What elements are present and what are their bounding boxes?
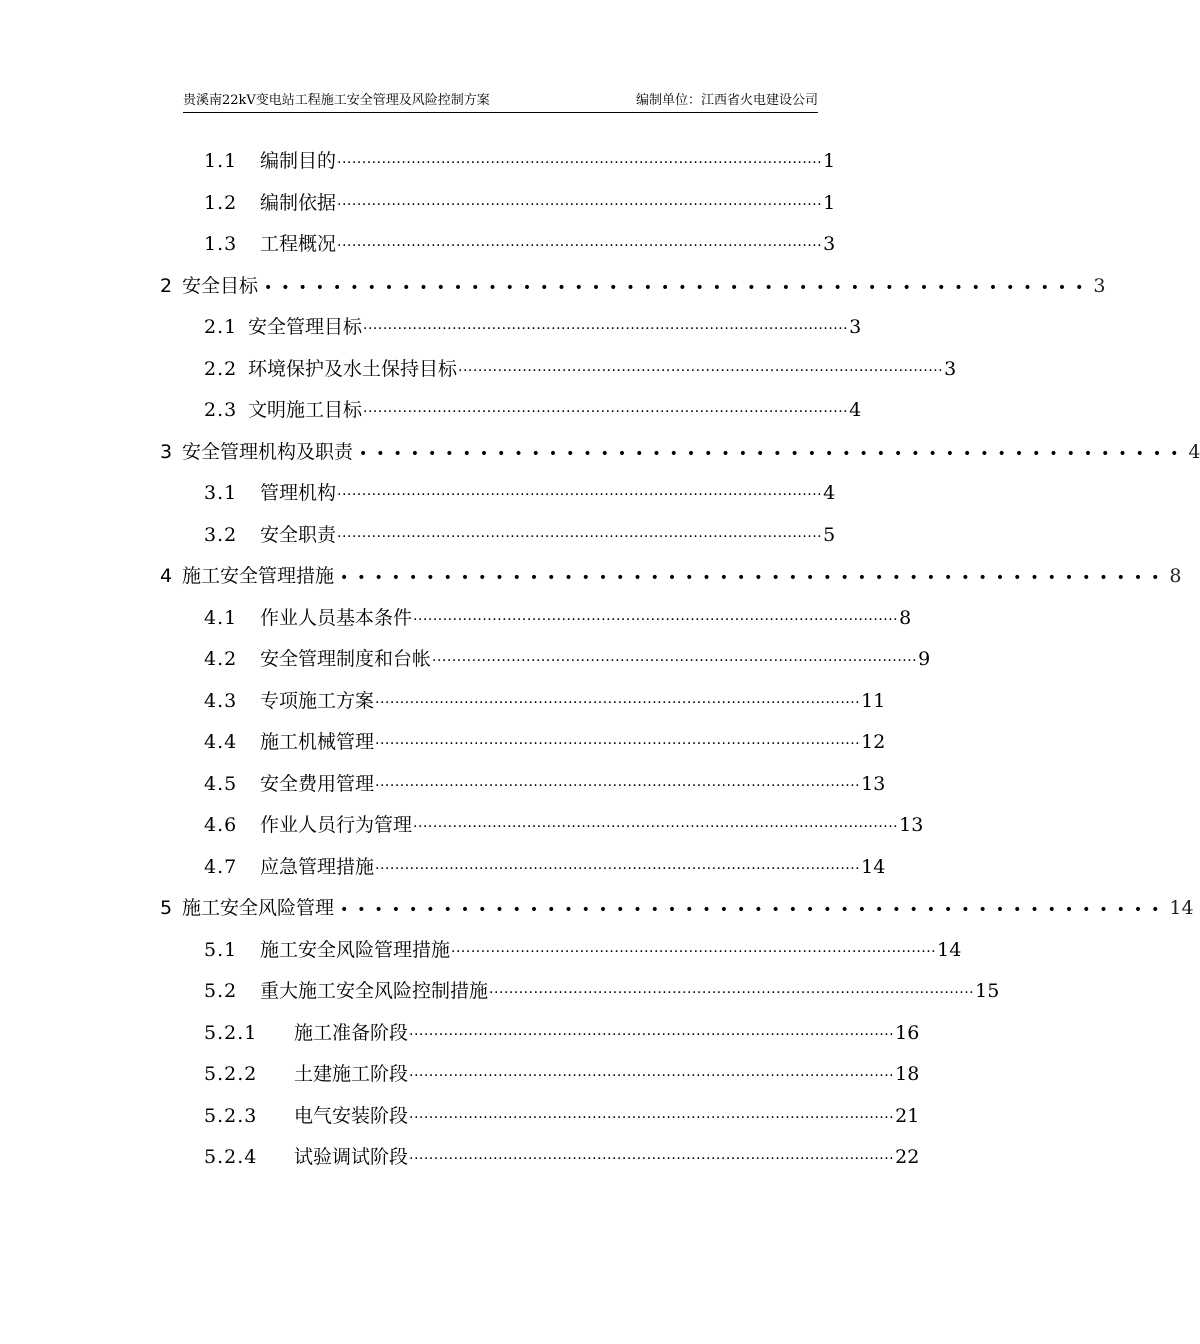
toc-entry-number: 5 <box>160 897 174 919</box>
toc-leader: ·································································································· <box>458 363 944 379</box>
toc-entry-title: 环境保护及水土保持目标 <box>248 358 458 380</box>
toc-entry[interactable] <box>204 854 886 880</box>
toc-entry-title: 土建施工阶段 <box>294 1063 409 1085</box>
toc-leader: ·································································································· <box>337 155 823 171</box>
toc-entry-page: 14 <box>861 856 886 878</box>
toc-entry-number: 3.1 <box>204 482 238 504</box>
toc-entry[interactable] <box>204 397 862 423</box>
toc-leader: •••••••••••••••••••••••••••••••••••••••••••••••• <box>359 446 1188 462</box>
toc-entry[interactable] <box>204 812 924 838</box>
toc-entry-page: 22 <box>895 1146 920 1168</box>
toc-entry-title: 电气安装阶段 <box>294 1105 409 1127</box>
toc-entry[interactable] <box>204 1103 920 1129</box>
toc-entry-title: 重大施工安全风险控制措施 <box>260 980 489 1002</box>
toc-entry-title: 安全管理目标 <box>248 316 363 338</box>
header-organization: 编制单位：江西省火电建设公司 <box>635 93 818 108</box>
toc-leader: ·································································································· <box>413 819 899 835</box>
toc-entry-page: 3 <box>1093 275 1106 297</box>
toc-entry-title: 施工准备阶段 <box>294 1022 409 1044</box>
toc-entry-number: 5.2.2 <box>204 1063 258 1085</box>
toc-leader: ·································································································· <box>409 1027 895 1043</box>
toc-leader: ·································································································· <box>375 695 861 711</box>
toc-leader: ·································································································· <box>375 736 861 752</box>
toc-entry-title: 专项施工方案 <box>260 690 375 712</box>
toc-entry-page: 16 <box>895 1022 920 1044</box>
toc-entry-number: 3 <box>160 441 174 463</box>
toc-entry-page: 5 <box>823 524 836 546</box>
toc-entry[interactable] <box>204 1061 920 1087</box>
toc-entry[interactable] <box>204 729 886 755</box>
toc-entry-number: 4.2 <box>204 648 238 670</box>
toc-entry-title: 管理机构 <box>260 482 337 504</box>
toc-entry-number: 1.3 <box>204 233 238 255</box>
toc-leader: ·································································································· <box>337 529 823 545</box>
toc-entry[interactable] <box>204 688 886 714</box>
toc-entry-page: 14 <box>1169 897 1194 919</box>
toc-entry-number: 2.1 <box>204 316 238 338</box>
toc-entry-page: 14 <box>937 939 962 961</box>
toc-entry-number: 2.3 <box>204 399 238 421</box>
toc-entry[interactable] <box>204 148 836 174</box>
toc-leader: ·································································································· <box>409 1151 895 1167</box>
toc-entry-number: 4 <box>160 565 174 587</box>
toc-entry-page: 1 <box>823 192 836 214</box>
toc-entry-title: 安全管理机构及职责 <box>182 441 354 463</box>
toc-entry-title: 作业人员行为管理 <box>260 814 413 836</box>
toc-entry-number: 4.3 <box>204 690 238 712</box>
page-header <box>183 92 818 113</box>
toc-entry[interactable] <box>204 356 957 382</box>
toc-entry-page: 3 <box>849 316 862 338</box>
toc-entry-page: 8 <box>1169 565 1182 587</box>
toc-entry-page: 13 <box>899 814 924 836</box>
toc-entry-number: 5.2.4 <box>204 1146 258 1168</box>
toc-entry-page: 1 <box>823 150 836 172</box>
toc-entry[interactable] <box>204 605 912 631</box>
toc-entry-page: 3 <box>823 233 836 255</box>
toc-leader: ·································································································· <box>409 1068 895 1084</box>
toc-entry[interactable] <box>204 480 836 506</box>
toc-entry-page: 11 <box>861 690 886 712</box>
toc-leader: ·································································································· <box>432 653 918 669</box>
toc-leader: •••••••••••••••••••••••••••••••••••••••••••••••• <box>340 902 1169 918</box>
toc-entry-page: 15 <box>975 980 1000 1002</box>
toc-entry[interactable] <box>204 522 836 548</box>
toc-entry-number: 4.4 <box>204 731 238 753</box>
toc-leader: ·································································································· <box>409 1110 895 1126</box>
toc-entry-title: 施工安全管理措施 <box>182 565 335 587</box>
toc-entry-page: 4 <box>1188 441 1200 463</box>
toc-entry-number: 4.6 <box>204 814 238 836</box>
toc-entry-title: 文明施工目标 <box>248 399 363 421</box>
toc-entry-page: 8 <box>899 607 912 629</box>
toc-entry-title: 施工机械管理 <box>260 731 375 753</box>
toc-entry[interactable] <box>204 1020 920 1046</box>
toc-entry-page: 21 <box>895 1105 920 1127</box>
toc-entry-number: 5.2.1 <box>204 1022 258 1044</box>
toc-leader: ·································································································· <box>451 944 937 960</box>
toc-entry-page: 3 <box>944 358 957 380</box>
toc-entry-page: 4 <box>823 482 836 504</box>
toc-entry-number: 1.1 <box>204 150 238 172</box>
header-document-title: 贵溪南22kV变电站工程施工安全管理及风险控制方案 <box>183 93 490 108</box>
toc-leader: ·································································································· <box>337 238 823 254</box>
toc-leader: ·································································································· <box>413 612 899 628</box>
toc-entry-title: 施工安全风险管理措施 <box>260 939 451 961</box>
toc-leader: ·································································································· <box>375 861 861 877</box>
toc-entry-title: 工程概况 <box>260 233 337 255</box>
toc-entry-title: 编制目的 <box>260 150 337 172</box>
toc-leader: ·································································································· <box>337 487 823 503</box>
toc-entry-number: 4.5 <box>204 773 238 795</box>
toc-entry-number: 2.2 <box>204 358 238 380</box>
toc-entry[interactable] <box>204 771 886 797</box>
toc-entry-page: 13 <box>861 773 886 795</box>
toc-entry-page: 9 <box>918 648 931 670</box>
toc-entry-title: 施工安全风险管理 <box>182 897 335 919</box>
toc-entry-title: 安全职责 <box>260 524 337 546</box>
toc-entry-page: 12 <box>861 731 886 753</box>
toc-entry-title: 作业人员基本条件 <box>260 607 413 629</box>
toc-chapter-entry[interactable] <box>160 563 1182 589</box>
toc-entry-title: 编制依据 <box>260 192 337 214</box>
toc-entry-title: 安全目标 <box>182 275 259 297</box>
toc-leader: ·································································································· <box>363 321 849 337</box>
toc-chapter-entry[interactable] <box>160 273 1106 299</box>
toc-leader: ·································································································· <box>363 404 849 420</box>
toc-entry[interactable] <box>204 314 862 340</box>
toc-entry[interactable] <box>204 231 836 257</box>
toc-entry-number: 4.7 <box>204 856 238 878</box>
toc-entry-title: 安全费用管理 <box>260 773 375 795</box>
toc-entry-number: 2 <box>160 275 174 297</box>
toc-entry-number: 3.2 <box>204 524 238 546</box>
toc-entry[interactable] <box>204 978 1000 1004</box>
toc-entry-page: 4 <box>849 399 862 421</box>
toc-entry-title: 应急管理措施 <box>260 856 375 878</box>
toc-entry-title: 安全管理制度和台帐 <box>260 648 432 670</box>
toc-entry-number: 5.2.3 <box>204 1105 258 1127</box>
toc-leader: ·································································································· <box>489 985 975 1001</box>
toc-chapter-entry[interactable] <box>160 895 1194 921</box>
toc-leader: •••••••••••••••••••••••••••••••••••••••••••••••• <box>340 570 1169 586</box>
toc-entry-number: 5.1 <box>204 939 238 961</box>
toc-entry-number: 1.2 <box>204 192 238 214</box>
toc-entry[interactable] <box>204 937 962 963</box>
toc-leader: •••••••••••••••••••••••••••••••••••••••••••••••• <box>264 280 1093 296</box>
toc-chapter-entry[interactable] <box>160 439 1200 465</box>
toc-leader: ·································································································· <box>375 778 861 794</box>
toc-leader: ·································································································· <box>337 197 823 213</box>
toc-entry-title: 试验调试阶段 <box>294 1146 409 1168</box>
toc-entry[interactable] <box>204 646 931 672</box>
toc-entry-page: 18 <box>895 1063 920 1085</box>
toc-entry[interactable] <box>204 1144 920 1170</box>
toc-entry-number: 4.1 <box>204 607 238 629</box>
toc-entry-number: 5.2 <box>204 980 238 1002</box>
toc-entry[interactable] <box>204 190 836 216</box>
